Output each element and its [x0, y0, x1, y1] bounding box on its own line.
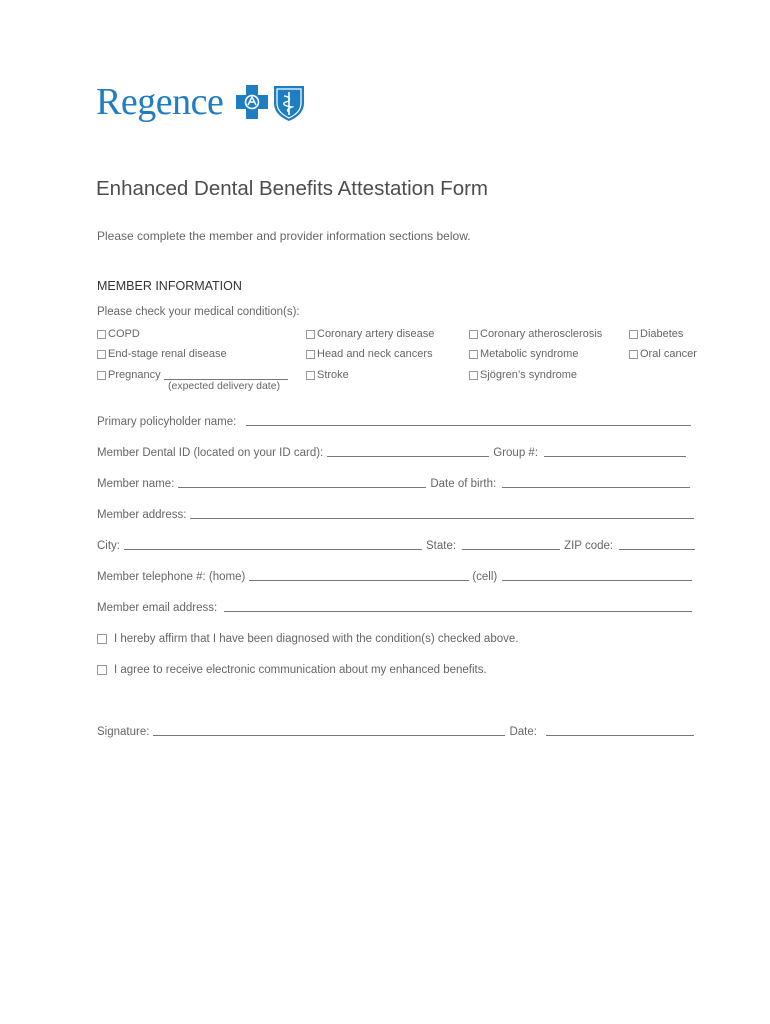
signature-line[interactable] — [153, 734, 505, 736]
checkbox[interactable] — [97, 330, 106, 339]
email-field: Member email address: — [97, 602, 692, 614]
checkbox[interactable] — [629, 330, 638, 339]
policyholder-field: Primary policyholder name: — [97, 416, 691, 428]
condition-stroke[interactable]: Stroke — [306, 369, 349, 381]
form-title: Enhanced Dental Benefits Attestation Form — [96, 177, 489, 200]
conditions-prompt: Please check your medical condition(s): — [97, 306, 300, 318]
email-line[interactable] — [224, 610, 692, 612]
blue-shield-icon — [274, 86, 304, 121]
condition-coronary-atherosclerosis[interactable]: Coronary atherosclerosis — [469, 328, 602, 340]
delivery-date-note: (expected delivery date) — [168, 380, 281, 392]
checkbox[interactable] — [469, 330, 478, 339]
checkbox[interactable] — [306, 350, 315, 359]
checkbox[interactable] — [97, 665, 107, 675]
condition-oral-cancer[interactable]: Oral cancer — [629, 348, 697, 360]
member-name-line[interactable] — [178, 486, 426, 488]
zip-line[interactable] — [619, 548, 695, 550]
dental-id-field: Member Dental ID (located on your ID card): Group #: — [97, 447, 686, 459]
regence-logo-wordmark: Regence — [96, 81, 224, 123]
condition-diabetes[interactable]: Diabetes — [629, 328, 683, 340]
condition-coronary-artery[interactable]: Coronary artery disease — [306, 328, 434, 340]
checkbox[interactable] — [306, 371, 315, 380]
blue-cross-icon — [236, 85, 268, 119]
checkbox[interactable] — [469, 371, 478, 380]
dental-id-line[interactable] — [327, 455, 489, 457]
address-line[interactable] — [190, 517, 694, 519]
condition-copd[interactable]: COPD — [97, 328, 140, 340]
cell-phone-line[interactable] — [502, 579, 692, 581]
checkbox[interactable] — [629, 350, 638, 359]
checkbox[interactable] — [97, 371, 106, 380]
bcbs-logo-marks — [236, 83, 308, 128]
affirm-electronic[interactable]: I agree to receive electronic communication about my enhanced benefits. — [97, 664, 487, 676]
condition-pregnancy[interactable]: Pregnancy — [97, 369, 288, 381]
signature-field: Signature: Date: — [97, 726, 694, 738]
member-address-field: Member address: — [97, 509, 694, 521]
condition-sjogrens[interactable]: Sjögren’s syndrome — [469, 369, 577, 381]
form-intro: Please complete the member and provider information sections below. — [97, 229, 471, 243]
dob-line[interactable] — [502, 486, 690, 488]
home-phone-line[interactable] — [249, 579, 469, 581]
city-line[interactable] — [124, 548, 422, 550]
city-field: City: State: ZIP code: — [97, 540, 695, 552]
condition-esrd[interactable]: End-stage renal disease — [97, 348, 227, 360]
state-line[interactable] — [462, 548, 560, 550]
group-line[interactable] — [544, 455, 686, 457]
condition-head-neck[interactable]: Head and neck cancers — [306, 348, 433, 360]
policyholder-line[interactable] — [246, 424, 691, 426]
checkbox[interactable] — [306, 330, 315, 339]
checkbox[interactable] — [469, 350, 478, 359]
affirm-diagnosed[interactable]: I hereby affirm that I have been diagnosed with the condition(s) checked above. — [97, 633, 518, 645]
signature-date-line[interactable] — [546, 734, 694, 736]
delivery-date-line[interactable] — [164, 370, 288, 380]
checkbox[interactable] — [97, 350, 106, 359]
condition-metabolic[interactable]: Metabolic syndrome — [469, 348, 578, 360]
member-information-heading: MEMBER INFORMATION — [97, 279, 242, 293]
telephone-field: Member telephone #: (home) (cell) — [97, 571, 692, 583]
member-name-field: Member name: Date of birth: — [97, 478, 690, 490]
checkbox[interactable] — [97, 634, 107, 644]
